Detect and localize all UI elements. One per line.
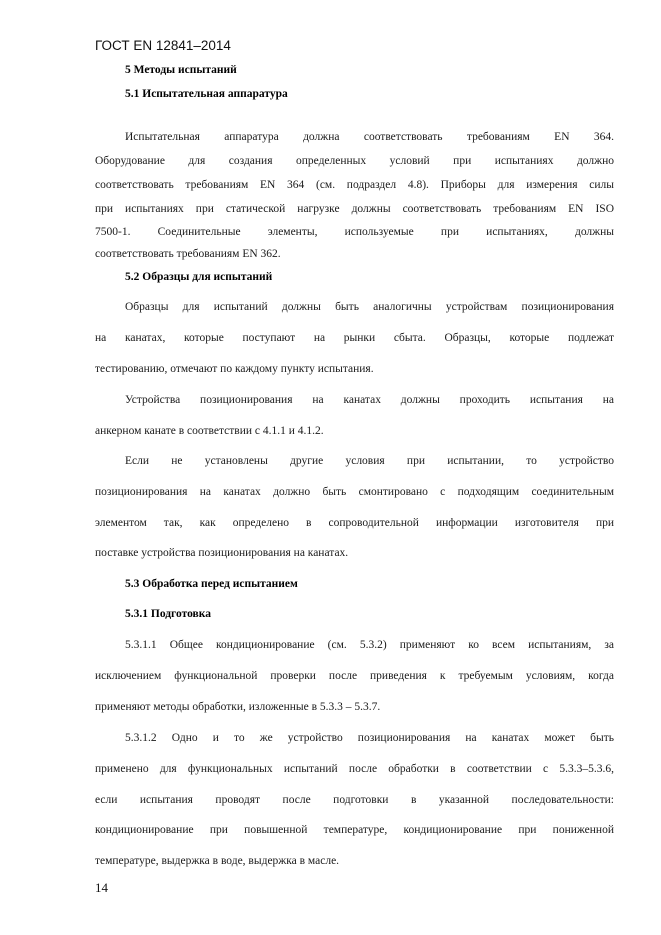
section-heading-5: 5 Методы испытаний	[125, 64, 237, 76]
page-number: 14	[95, 880, 108, 895]
text-line: анкерном канате в соответствии с 4.1.1 и 4.1.2.	[95, 425, 324, 437]
text-line: на канатах, которые поступают на рынки сбыта. Образцы, которые подлежат	[95, 332, 614, 344]
text-line: температуре, выдержка в воде, выдержка в масле.	[95, 855, 340, 867]
text-line: Если не установлены другие условия при испытании, то устройство	[125, 455, 614, 467]
text-line: 7500-1. Соединительные элементы, используемые при испытаниях, должны	[95, 226, 614, 238]
section-heading-5-3: 5.3 Обработка перед испытанием	[125, 578, 298, 590]
text-line: применено для функциональных испытаний после обработки в соответствии с 5.3.3–5.3.6,	[95, 763, 614, 775]
text-line: 5.3.1.2 Одно и то же устройство позиционирования на канатах может быть	[125, 732, 614, 744]
text-line: Устройства позиционирования на канатах должны проходить испытания на	[125, 394, 614, 406]
text-line: Испытательная аппаратура должна соответствовать требованиям EN 364.	[125, 131, 614, 143]
text-line: соответствовать требованиям EN 364 (см. подраздел 4.8). Приборы для измерения силы	[95, 179, 614, 191]
text-line: поставке устройства позиционирования на канатах.	[95, 547, 349, 559]
section-heading-5-3-1: 5.3.1 Подготовка	[125, 608, 211, 620]
text-line: кондиционирование при повышенной температуре, кондиционирование при пониженной	[95, 824, 614, 836]
section-heading-5-1: 5.1 Испытательная аппаратура	[125, 88, 288, 100]
document-header: ГОСТ EN 12841–2014	[95, 38, 231, 53]
text-line: при испытаниях при статической нагрузке должны соответствовать требованиям EN ISO	[95, 203, 614, 215]
text-line: элементом так, как определено в сопроводительной информации изготовителя при	[95, 517, 614, 529]
text-line: Оборудование для создания определенных условий при испытаниях должно	[95, 155, 614, 167]
text-line: тестированию, отмечают по каждому пункту испытания.	[95, 363, 374, 375]
text-line: применяют методы обработки, изложенные в 5.3.3 – 5.3.7.	[95, 701, 381, 713]
section-heading-5-2: 5.2 Образцы для испытаний	[125, 271, 273, 283]
text-line: исключением функциональной проверки после приведения к требуемым условиям, когда	[95, 670, 614, 682]
text-line: соответствовать требованиям EN 362.	[95, 248, 281, 260]
text-line: 5.3.1.1 Общее кондиционирование (см. 5.3.2) применяют ко всем испытаниям, за	[125, 639, 614, 651]
text-line: Образцы для испытаний должны быть аналогичны устройствам позиционирования	[125, 301, 614, 313]
text-line: если испытания проводят после подготовки в указанной последовательности:	[95, 794, 614, 806]
text-line: позиционирования на канатах должно быть смонтировано с подходящим соединительным	[95, 486, 614, 498]
